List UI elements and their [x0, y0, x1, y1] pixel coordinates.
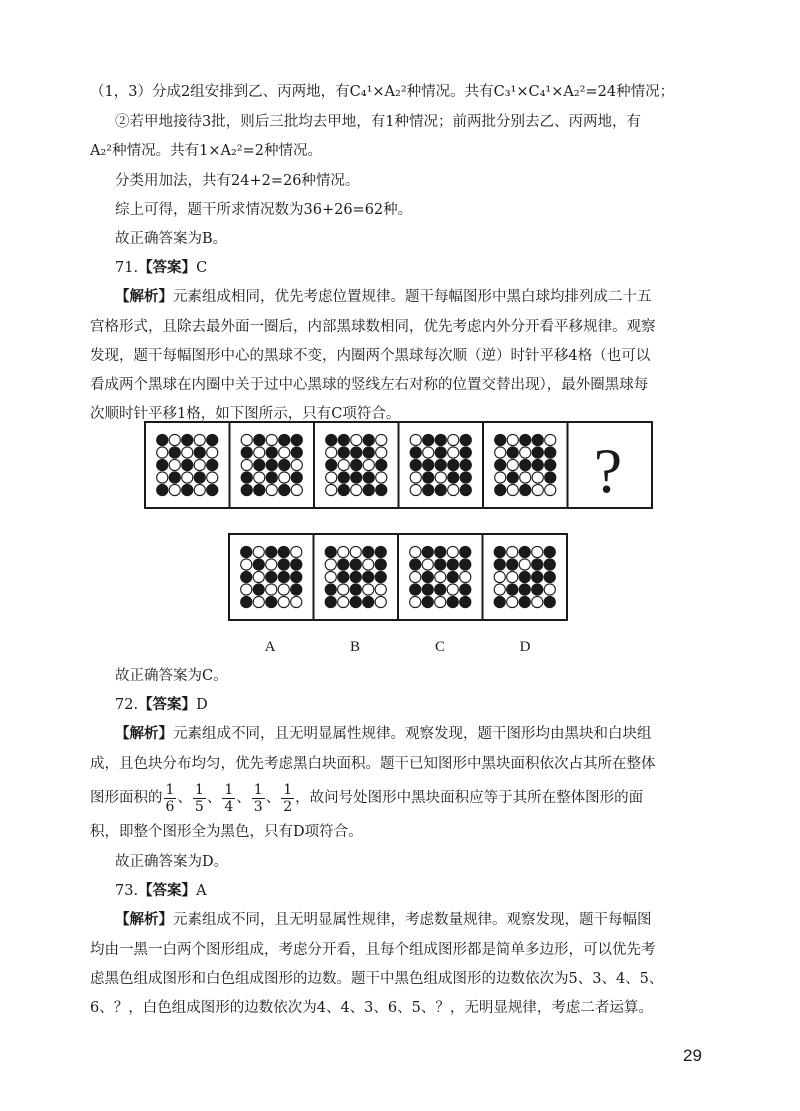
- black-ball: [507, 584, 518, 595]
- black-ball: [266, 447, 277, 458]
- fraction-denominator: 5: [194, 798, 204, 815]
- analysis-text: 元素组成不同，且无明显属性规律，考虑数量规律。观察发现，题干每幅图: [173, 912, 652, 928]
- black-ball: [519, 571, 530, 582]
- black-ball: [338, 472, 349, 483]
- black-ball: [325, 584, 336, 595]
- black-ball: [495, 459, 506, 470]
- black-ball: [544, 571, 555, 582]
- black-ball: [351, 447, 362, 458]
- white-ball: [507, 546, 518, 557]
- white-ball: [448, 447, 459, 458]
- answer-tag: 【答案】: [138, 882, 197, 899]
- black-ball: [410, 559, 421, 570]
- white-ball: [326, 484, 337, 495]
- black-ball: [423, 484, 434, 495]
- black-ball: [544, 559, 555, 570]
- fraction: [252, 782, 265, 815]
- fraction-numerator: 1: [165, 781, 175, 798]
- black-ball: [448, 459, 459, 470]
- white-ball: [266, 434, 277, 445]
- white-ball: [495, 447, 506, 458]
- white-ball: [507, 571, 518, 582]
- analysis-line: [90, 940, 656, 960]
- white-ball: [375, 596, 386, 607]
- black-ball: [338, 484, 349, 495]
- white-ball: [460, 571, 471, 582]
- black-ball: [532, 447, 543, 458]
- black-ball: [182, 434, 193, 445]
- white-ball: [194, 459, 205, 470]
- white-ball: [241, 434, 252, 445]
- white-ball: [241, 584, 252, 595]
- white-ball: [532, 484, 543, 495]
- white-ball: [410, 546, 421, 557]
- white-ball: [266, 559, 277, 570]
- white-ball: [351, 434, 362, 445]
- white-ball: [325, 571, 336, 582]
- black-ball: [447, 596, 458, 607]
- black-ball: [279, 459, 290, 470]
- black-ball: [351, 459, 362, 470]
- black-ball: [494, 546, 505, 557]
- white-ball: [326, 472, 337, 483]
- question-number: 71.: [115, 260, 139, 276]
- black-ball: [519, 596, 530, 607]
- black-ball: [241, 447, 252, 458]
- black-ball: [460, 459, 471, 470]
- white-ball: [194, 484, 205, 495]
- white-ball: [376, 472, 387, 483]
- fraction-numerator: 1: [253, 781, 263, 798]
- black-ball: [460, 434, 471, 445]
- white-ball: [507, 484, 518, 495]
- black-ball: [279, 434, 290, 445]
- option-label-b: B: [349, 639, 361, 655]
- black-ball: [435, 546, 446, 557]
- white-ball: [448, 434, 459, 445]
- white-ball: [325, 559, 336, 570]
- black-ball: [279, 484, 290, 495]
- answer-value: A: [196, 883, 207, 899]
- black-ball: [519, 584, 530, 595]
- white-ball: [423, 447, 434, 458]
- analysis-text: 虑黑色组成图形和白色组成图形的边数。题干中黑色组成图形的边数依次为5、3、4、5、: [90, 971, 664, 987]
- black-ball: [544, 596, 555, 607]
- black-ball: [326, 459, 337, 470]
- black-ball: [291, 434, 302, 445]
- white-ball: [169, 459, 180, 470]
- black-ball: [338, 447, 349, 458]
- black-ball: [460, 484, 471, 495]
- answer-tag: 【答案】: [138, 259, 197, 276]
- black-ball: [460, 472, 471, 483]
- black-ball: [363, 571, 374, 582]
- analysis-line: [90, 969, 663, 989]
- text-line-content: 综上可得，题干所求情况数为36+26=62种。: [115, 202, 413, 218]
- separator: 、: [265, 790, 281, 806]
- black-ball: [350, 596, 361, 607]
- black-ball: [520, 459, 531, 470]
- white-ball: [253, 546, 264, 557]
- conclusion-line: [115, 852, 228, 872]
- black-ball: [207, 484, 218, 495]
- white-ball: [507, 596, 518, 607]
- black-ball: [422, 596, 433, 607]
- white-ball: [241, 459, 252, 470]
- black-ball: [278, 571, 289, 582]
- black-ball: [350, 559, 361, 570]
- analysis-text: 发现，题干每幅图形中心的黑球不变，内圈两个黑球每次顺（逆）时针平移4格（也可以: [90, 348, 651, 364]
- white-ball: [495, 472, 506, 483]
- white-ball: [266, 584, 277, 595]
- black-ball: [375, 559, 386, 570]
- white-ball: [291, 459, 302, 470]
- white-ball: [207, 472, 218, 483]
- answer-tag: 【答案】: [138, 696, 197, 713]
- conclusion-text: 故正确答案为D。: [115, 854, 229, 870]
- white-ball: [169, 484, 180, 495]
- black-ball: [157, 459, 168, 470]
- black-ball: [350, 584, 361, 595]
- white-ball: [326, 447, 337, 458]
- black-ball: [532, 434, 543, 445]
- black-ball: [291, 571, 302, 582]
- white-ball: [182, 472, 193, 483]
- analysis-tag: 【解析】: [115, 725, 173, 742]
- black-ball: [278, 559, 289, 570]
- black-ball: [241, 571, 252, 582]
- analysis-text: 积，即整个图形全为黑色，只有D项符合。: [90, 824, 363, 840]
- black-ball: [532, 571, 543, 582]
- black-ball: [241, 484, 252, 495]
- analysis-line: [90, 822, 363, 842]
- white-ball: [266, 484, 277, 495]
- white-ball: [169, 434, 180, 445]
- analysis-text: 图形面积的: [90, 790, 163, 806]
- black-ball: [447, 559, 458, 570]
- black-ball: [266, 459, 277, 470]
- white-ball: [291, 546, 302, 557]
- black-ball: [291, 584, 302, 595]
- white-ball: [291, 484, 302, 495]
- white-ball: [545, 434, 556, 445]
- white-ball: [544, 584, 555, 595]
- analysis-text: 均由一黑一白两个图形组成，考虑分开看，且每个组成图形都是简单多边形，可以优先考: [90, 942, 656, 958]
- white-ball: [338, 546, 349, 557]
- black-ball: [422, 546, 433, 557]
- option-label-a: A: [264, 639, 276, 655]
- white-ball: [254, 447, 265, 458]
- black-ball: [363, 484, 374, 495]
- white-ball: [363, 584, 374, 595]
- white-ball: [447, 584, 458, 595]
- white-ball: [363, 559, 374, 570]
- black-ball: [278, 546, 289, 557]
- fraction-denominator: 4: [224, 798, 234, 815]
- black-ball: [507, 472, 518, 483]
- separator: 、: [177, 790, 192, 806]
- black-ball: [266, 546, 277, 557]
- black-ball: [448, 472, 459, 483]
- black-ball: [326, 434, 337, 445]
- black-ball: [182, 459, 193, 470]
- white-ball: [435, 472, 446, 483]
- analysis-line: [115, 724, 652, 744]
- text-line-content: 故正确答案为B。: [115, 231, 228, 247]
- black-ball: [338, 559, 349, 570]
- black-ball: [241, 596, 252, 607]
- option-label-d: D: [519, 639, 531, 655]
- black-ball: [520, 484, 531, 495]
- white-ball: [376, 447, 387, 458]
- black-ball: [435, 447, 446, 458]
- black-ball: [495, 484, 506, 495]
- black-ball: [207, 434, 218, 445]
- white-ball: [253, 571, 264, 582]
- text-line-content: （1，3）分成2组安排到乙、丙两地，有C₄¹×A₂²种情况。共有C₃¹×C₄¹×A₂²=24种情况；: [90, 84, 675, 100]
- black-ball: [325, 596, 336, 607]
- fraction: [193, 782, 206, 815]
- black-ball: [507, 559, 518, 570]
- analysis-line: [90, 998, 653, 1018]
- black-ball: [422, 584, 433, 595]
- white-ball: [410, 596, 421, 607]
- fraction: [164, 782, 177, 815]
- white-ball: [279, 447, 290, 458]
- fraction-denominator: 6: [165, 798, 175, 815]
- black-ball: [532, 559, 543, 570]
- black-ball: [532, 584, 543, 595]
- white-ball: [448, 484, 459, 495]
- black-ball: [460, 596, 471, 607]
- black-ball: [375, 571, 386, 582]
- white-ball: [241, 559, 252, 570]
- fraction-denominator: 3: [253, 798, 263, 815]
- text-line-content: 分类用加法，共有24+2=26种情况。: [115, 173, 360, 189]
- option-label-c: C: [434, 639, 446, 655]
- black-ball: [435, 459, 446, 470]
- analysis-text: 6、？，白色组成图形的边数依次为4、4、3、6、5、？，无明显规律，考虑二者运算。: [90, 1000, 653, 1016]
- black-ball: [254, 434, 265, 445]
- black-ball: [169, 472, 180, 483]
- black-ball: [494, 559, 505, 570]
- black-ball: [253, 559, 264, 570]
- white-ball: [278, 584, 289, 595]
- white-ball: [157, 472, 168, 483]
- black-ball: [375, 546, 386, 557]
- black-ball: [182, 484, 193, 495]
- black-ball: [338, 571, 349, 582]
- black-ball: [194, 447, 205, 458]
- white-ball: [422, 559, 433, 570]
- black-ball: [460, 447, 471, 458]
- white-ball: [532, 472, 543, 483]
- black-ball: [241, 546, 252, 557]
- white-ball: [507, 434, 518, 445]
- answer-line-73: [115, 881, 207, 901]
- white-ball: [435, 596, 446, 607]
- black-ball: [423, 434, 434, 445]
- black-ball: [351, 472, 362, 483]
- white-ball: [410, 472, 421, 483]
- answer-line-72: [115, 695, 208, 715]
- fraction-numerator: 1: [224, 781, 234, 798]
- white-ball: [253, 596, 264, 607]
- white-ball: [279, 472, 290, 483]
- analysis-text: 次顺时针平移1格，如下图所示，只有C项符合。: [90, 406, 401, 422]
- black-ball: [435, 559, 446, 570]
- white-ball: [494, 584, 505, 595]
- fraction-numerator: 1: [194, 781, 204, 798]
- page-number: 29: [683, 1046, 702, 1065]
- black-ball: [460, 559, 471, 570]
- analysis-line: [115, 910, 652, 930]
- white-ball: [545, 484, 556, 495]
- white-ball: [182, 447, 193, 458]
- black-ball: [363, 596, 374, 607]
- white-ball: [519, 559, 530, 570]
- question-mark: ?: [593, 435, 623, 506]
- white-ball: [291, 596, 302, 607]
- black-ball: [410, 447, 421, 458]
- white-ball: [363, 459, 374, 470]
- answer-value: D: [196, 697, 208, 713]
- black-ball: [376, 484, 387, 495]
- black-ball: [266, 596, 277, 607]
- fraction: [222, 782, 235, 815]
- question-number: 72.: [115, 697, 139, 713]
- black-ball: [460, 546, 471, 557]
- white-ball: [447, 546, 458, 557]
- black-ball: [169, 447, 180, 458]
- black-ball: [435, 584, 446, 595]
- black-ball: [363, 472, 374, 483]
- white-ball: [338, 596, 349, 607]
- black-ball: [520, 434, 531, 445]
- analysis-text: 元素组成相同，优先考虑位置规律。题干每幅图形中黑白球均排列成二十五: [173, 289, 652, 305]
- black-ball: [435, 484, 446, 495]
- white-ball: [520, 447, 531, 458]
- white-ball: [254, 472, 265, 483]
- white-ball: [338, 584, 349, 595]
- white-ball: [157, 447, 168, 458]
- analysis-tag: 【解析】: [115, 288, 173, 305]
- black-ball: [495, 434, 506, 445]
- black-ball: [194, 472, 205, 483]
- white-ball: [350, 546, 361, 557]
- black-ball: [254, 459, 265, 470]
- white-ball: [410, 484, 421, 495]
- white-ball: [194, 434, 205, 445]
- white-ball: [376, 434, 387, 445]
- black-ball: [410, 459, 421, 470]
- text-line-content: ②若甲地接待3批，则后三批均去甲地，有1种情况；前两批分别去乙、丙两地，有: [115, 114, 641, 130]
- black-ball: [253, 584, 264, 595]
- black-ball: [241, 472, 252, 483]
- white-ball: [507, 459, 518, 470]
- black-ball: [410, 584, 421, 595]
- black-ball: [494, 596, 505, 607]
- white-ball: [532, 596, 543, 607]
- black-ball: [519, 546, 530, 557]
- analysis-line-fractions: [90, 780, 643, 816]
- black-ball: [507, 447, 518, 458]
- black-ball: [376, 459, 387, 470]
- white-ball: [410, 434, 421, 445]
- black-ball: [157, 434, 168, 445]
- black-ball: [544, 546, 555, 557]
- white-ball: [494, 571, 505, 582]
- black-ball: [363, 546, 374, 557]
- analysis-text: 看成两个黑球在内圈中关于过中心黑球的竖线左右对称的位置交替出现），最外圈黑球每: [90, 377, 649, 393]
- fraction: [281, 782, 294, 815]
- black-ball: [350, 571, 361, 582]
- black-ball: [423, 472, 434, 483]
- black-ball: [266, 472, 277, 483]
- white-ball: [435, 571, 446, 582]
- analysis-line: [90, 754, 656, 774]
- conclusion-line: [115, 666, 228, 686]
- analysis-text: ，故问号处图形中黑块面积应等于其所在整体图形的面: [295, 790, 644, 806]
- analysis-tag: 【解析】: [115, 911, 173, 928]
- black-ball: [291, 559, 302, 570]
- black-ball: [447, 571, 458, 582]
- white-ball: [338, 459, 349, 470]
- black-ball: [422, 571, 433, 582]
- black-ball: [545, 447, 556, 458]
- black-ball: [291, 472, 302, 483]
- analysis-text: 元素组成不同，且无明显属性规律。观察发现，题干图形均由黑块和白块组: [173, 726, 652, 742]
- white-ball: [207, 447, 218, 458]
- separator: 、: [236, 790, 251, 806]
- separator: 、: [206, 790, 222, 806]
- white-ball: [410, 571, 421, 582]
- question-figure-row: [145, 422, 652, 508]
- black-ball: [157, 484, 168, 495]
- black-ball: [460, 584, 471, 595]
- analysis-text: 成，且色块分布均匀，优先考虑黑白块面积。题干已知图形中黑块面积依次占其所在整体: [90, 756, 656, 772]
- fraction-denominator: 2: [283, 798, 293, 815]
- white-ball: [278, 596, 289, 607]
- answer-value: C: [196, 260, 208, 276]
- black-ball: [325, 546, 336, 557]
- text-line-content: A₂²种情况。共有1×A₂²=2种情况。: [90, 143, 322, 159]
- black-ball: [363, 447, 374, 458]
- black-ball: [266, 571, 277, 582]
- white-ball: [532, 546, 543, 557]
- black-ball: [338, 434, 349, 445]
- black-ball: [423, 459, 434, 470]
- black-ball: [207, 459, 218, 470]
- conclusion-text: 故正确答案为C。: [115, 668, 228, 684]
- white-ball: [520, 472, 531, 483]
- white-ball: [375, 584, 386, 595]
- black-ball: [545, 472, 556, 483]
- black-ball: [291, 447, 302, 458]
- fraction-numerator: 1: [283, 781, 293, 798]
- black-ball: [363, 434, 374, 445]
- black-ball: [545, 459, 556, 470]
- black-ball: [532, 459, 543, 470]
- question-number: 73.: [115, 883, 139, 899]
- black-ball: [435, 434, 446, 445]
- analysis-text: 宫格形式，且除去最外面一圈后，内部黑球数相同，优先考虑内外分开看平移规律。观察: [90, 319, 656, 335]
- black-ball: [254, 484, 265, 495]
- option-figure-row: [229, 534, 567, 620]
- white-ball: [351, 484, 362, 495]
